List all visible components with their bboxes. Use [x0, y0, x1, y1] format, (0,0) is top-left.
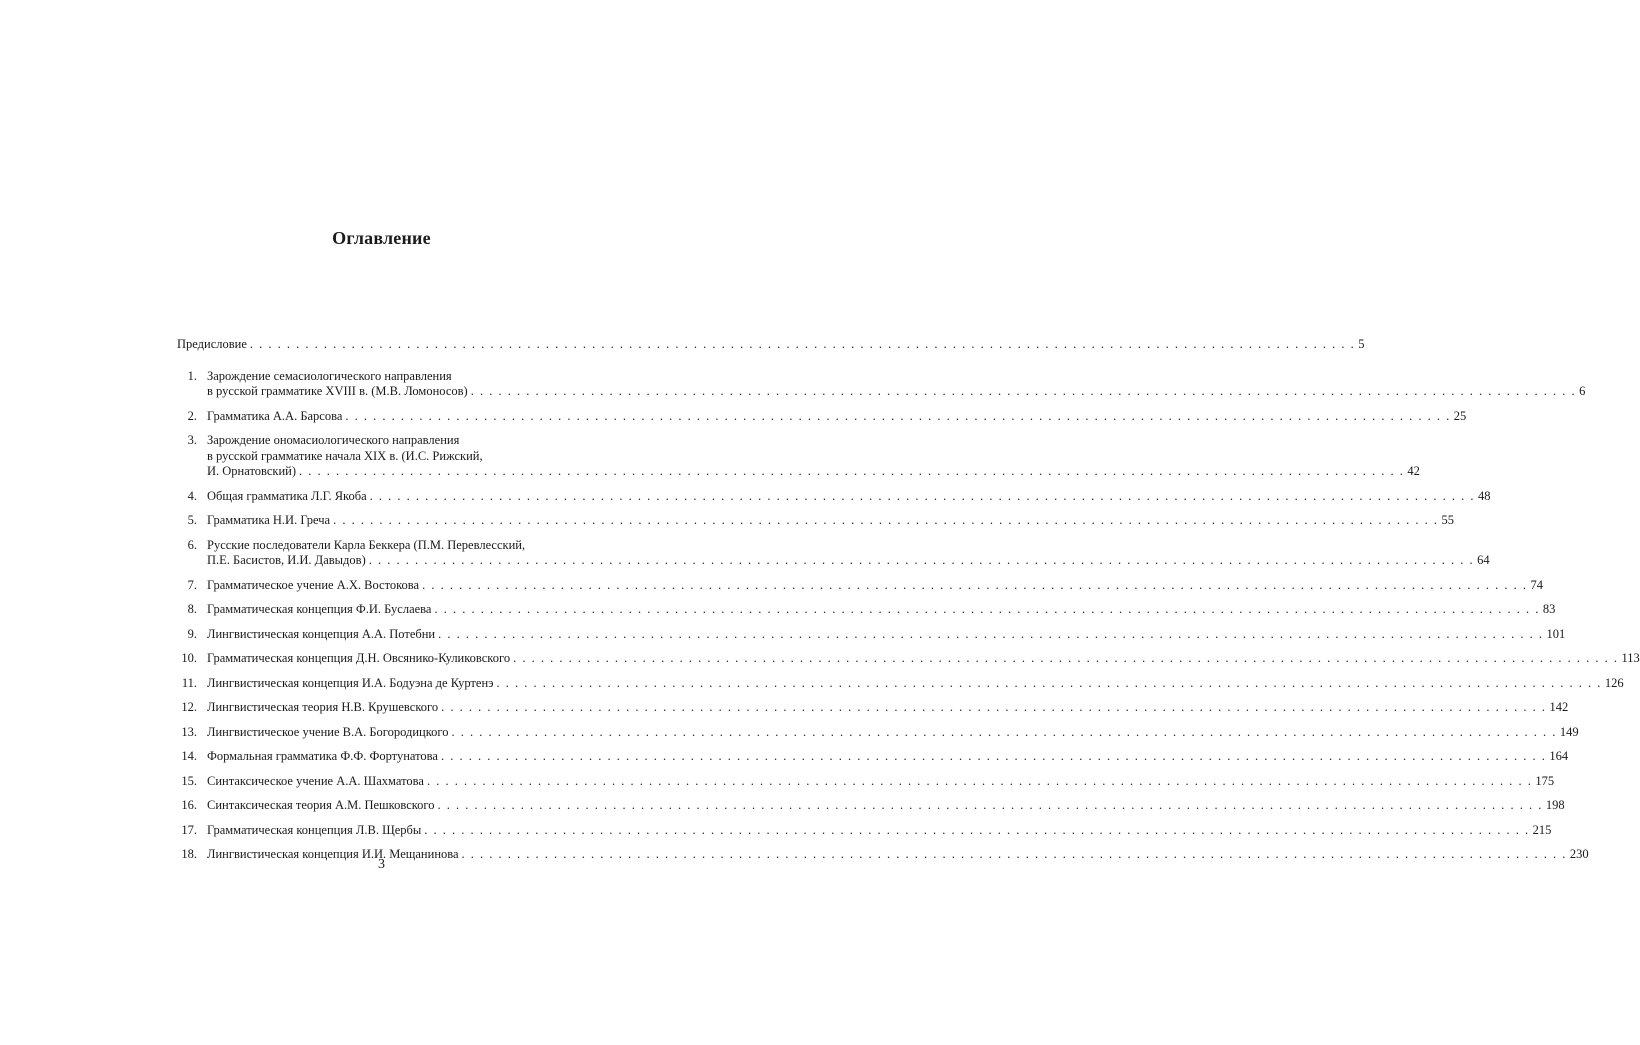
toc-entry-page: 74 — [1530, 577, 1543, 592]
dot-leader: . . . . . . . . . . . . . . . . . . . . . . . . . . . . . . . . . . . . . . . . . . . . . . . . . . . . . . . . . . . . . . . . . . . . . . . . . . . . . . . . . . . . . . . . . . . . . . . . . . . . . . . . . . . . . . . . . . . . . . . . — [249, 337, 1356, 351]
dot-leader: . . . . . . . . . . . . . . . . . . . . . . . . . . . . . . . . . . . . . . . . . . . . . . . . . . . . . . . . . . . . . . . . . . . . . . . . . . . . . . . . . . . . . . . . . . . . . . . . . . . . . . . . . . . . . . . . . . . . . . . . — [369, 488, 1476, 503]
toc-entry-number: 14. — [181, 749, 197, 763]
page-title: Оглавление — [332, 228, 431, 248]
dot-leader: . . . . . . . . . . . . . . . . . . . . . . . . . . . . . . . . . . . . . . . . . . . . . . . . . . . . . . . . . . . . . . . . . . . . . . . . . . . . . . . . . . . . . . . . . . . . . . . . . . . . . . . . . . . . . . . . . . . . . . . . — [333, 513, 1439, 527]
toc-entry-number: 13. — [181, 724, 197, 739]
toc-entry — [177, 433, 1420, 480]
dot-leader: . . . . . . . . . . . . . . . . . . . . . . . . . . . . . . . . . . . . . . . . . . . . . . . . . . . . . . . . . . . . . . . . . . . . . . . . . . . . . . . . . . . . . . . . . . . . . . . . . . . . . . . . . . . . . . . . . . . . . . . . — [461, 847, 1567, 861]
toc-entry-title-line: Зарождение семасиологического направления — [207, 368, 452, 383]
toc-entry-title-line: Грамматическая концепция Л.В. Щербы — [207, 822, 422, 837]
toc-entry-number: 1. — [187, 368, 197, 383]
toc-entry — [177, 651, 1640, 667]
toc-entry-body — [207, 408, 1467, 425]
toc-entry-title-line: в русской грамматике XVIII в. (М.В. Ломоносов) — [207, 384, 468, 398]
toc-entry — [177, 488, 1491, 505]
toc-entry-page: 48 — [1478, 488, 1491, 503]
dot-leader: . . . . . . . . . . . . . . . . . . . . . . . . . . . . . . . . . . . . . . . . . . . . . . . . . . . . . . . . . . . . . . . . . . . . . . . . . . . . . . . . . . . . . . . . . . . . . . . . . . . . . . . . . . . . . . . . . . . . . . . . — [424, 822, 1530, 837]
toc-entry — [177, 798, 1565, 814]
toc-entry-number: 11. — [181, 675, 197, 690]
toc-entry-title-line: Лингвистическая концепция И.И. Мещанинова — [207, 847, 459, 861]
toc-entry-page: 164 — [1549, 749, 1569, 763]
toc-entry-number: 3. — [187, 433, 197, 447]
toc-entry-leader-row — [207, 553, 1490, 569]
toc-entry-number: 17. — [181, 822, 197, 837]
toc-entry-page: 126 — [1604, 675, 1624, 690]
toc-entry-page: 42 — [1407, 464, 1420, 478]
toc-entry-number: 15. — [181, 773, 197, 788]
dot-leader: . . . . . . . . . . . . . . . . . . . . . . . . . . . . . . . . . . . . . . . . . . . . . . . . . . . . . . . . . . . . . . . . . . . . . . . . . . . . . . . . . . . . . . . . . . . . . . . . . . . . . . . . . . . . . . . . . . . . . . . . — [441, 700, 1547, 714]
toc-entry-page: 175 — [1535, 773, 1555, 788]
toc-entry — [177, 513, 1454, 529]
toc-entry-leader-row — [207, 822, 1552, 839]
toc-entry — [177, 773, 1555, 790]
dot-leader: . . . . . . . . . . . . . . . . . . . . . . . . . . . . . . . . . . . . . . . . . . . . . . . . . . . . . . . . . . . . . . . . . . . . . . . . . . . . . . . . . . . . . . . . . . . . . . . . . . . . . . . . . . . . . . . . . . . . . . . . — [513, 651, 1619, 665]
toc-entry-number: 16. — [181, 798, 197, 812]
toc-entry-body — [207, 773, 1555, 790]
toc-entry — [177, 724, 1579, 741]
toc-entry-body — [207, 675, 1624, 692]
toc-entry-title-line: Предисловие — [177, 337, 247, 351]
toc-entry-title-line: И. Орнатовский) — [207, 464, 297, 478]
toc-entry-page: 230 — [1569, 847, 1589, 861]
toc-entry-number: 5. — [187, 513, 197, 527]
toc-entry-page: 25 — [1453, 408, 1467, 423]
toc-entry — [177, 822, 1552, 839]
toc-entry-number: 12. — [181, 700, 197, 714]
toc-entry-page: 198 — [1545, 798, 1565, 812]
toc-entry-page: 113 — [1621, 651, 1640, 665]
toc-entry-title-line: Синтаксическое учение А.А. Шахматова — [207, 773, 424, 788]
toc-entry-leader-row — [207, 408, 1467, 425]
toc-entry-title-line: Лингвистическое учение В.А. Богородицкого — [207, 724, 449, 739]
toc-entry-title-line: Лингвистическая теория Н.В. Крушевского — [207, 700, 439, 714]
toc-entry-page: 5 — [1358, 337, 1365, 351]
toc-entry — [177, 749, 1569, 765]
toc-entry — [177, 408, 1467, 425]
toc-entry-title-line: Грамматика Н.И. Греча — [207, 513, 331, 527]
toc-entry-leader-row — [207, 773, 1555, 790]
toc-entry-leader-row — [177, 337, 1365, 353]
toc-entry-number: 6. — [187, 537, 197, 552]
toc-entry-body — [207, 822, 1552, 839]
dot-leader: . . . . . . . . . . . . . . . . . . . . . . . . . . . . . . . . . . . . . . . . . . . . . . . . . . . . . . . . . . . . . . . . . . . . . . . . . . . . . . . . . . . . . . . . . . . . . . . . . . . . . . . . . . . . . . . . . . . . . . . . — [470, 384, 1577, 398]
dot-leader: . . . . . . . . . . . . . . . . . . . . . . . . . . . . . . . . . . . . . . . . . . . . . . . . . . . . . . . . . . . . . . . . . . . . . . . . . . . . . . . . . . . . . . . . . . . . . . . . . . . . . . . . . . . . . . . . . . . . . . . . — [437, 798, 1543, 812]
toc-entry-number: 9. — [187, 626, 197, 641]
toc-entry-leader-row — [207, 724, 1579, 741]
toc-entry-body — [207, 700, 1569, 716]
toc-entry-title-line: Грамматическое учение А.Х. Востокова — [207, 577, 420, 592]
toc-entry-page: 6 — [1579, 384, 1586, 398]
toc-entry-body — [207, 724, 1579, 741]
page-number: 3 — [378, 857, 385, 872]
toc-entry-title-line: Зарождение ономасиологического направления — [207, 433, 460, 447]
toc-entry-page: 101 — [1546, 626, 1566, 641]
toc-entry-leader-row — [207, 464, 1420, 480]
toc-entry-leader-row — [207, 513, 1454, 529]
toc-entry-title-line: Лингвистическая концепция И.А. Бодуэна де Куртенэ — [207, 675, 494, 690]
toc-entry-leader-row — [207, 749, 1569, 765]
toc-entry-page: 142 — [1549, 700, 1569, 714]
toc-entry-body — [207, 602, 1556, 618]
dot-leader: . . . . . . . . . . . . . . . . . . . . . . . . . . . . . . . . . . . . . . . . . . . . . . . . . . . . . . . . . . . . . . . . . . . . . . . . . . . . . . . . . . . . . . . . . . . . . . . . . . . . . . . . . . . . . . . . . . . . . . . . — [345, 408, 1451, 423]
toc-entry-leader-row — [207, 626, 1566, 643]
toc-entry-page: 149 — [1559, 724, 1579, 739]
toc-entry-preface — [177, 337, 1365, 353]
toc-entry-title-line: Грамматическая концепция Ф.И. Буслаева — [207, 602, 432, 616]
toc-entry — [177, 626, 1566, 643]
toc-entry-title-line: П.Е. Басистов, И.И. Давыдов) — [207, 553, 366, 567]
toc-entry — [177, 675, 1624, 692]
dot-leader: . . . . . . . . . . . . . . . . . . . . . . . . . . . . . . . . . . . . . . . . . . . . . . . . . . . . . . . . . . . . . . . . . . . . . . . . . . . . . . . . . . . . . . . . . . . . . . . . . . . . . . . . . . . . . . . . . . . . . . . . — [434, 602, 1540, 616]
table-of-contents — [177, 337, 1640, 863]
toc-entry-number: 8. — [187, 602, 197, 616]
toc-entry-body — [207, 626, 1566, 643]
toc-entry-leader-row — [207, 651, 1640, 667]
toc-entry-page: 215 — [1532, 822, 1552, 837]
toc-entry — [177, 602, 1556, 618]
toc-entry — [177, 577, 1543, 594]
toc-entry-leader-row — [207, 577, 1543, 594]
toc-entry-title-line: Грамматическая концепция Д.Н. Овсянико-Куликовского — [207, 651, 511, 665]
toc-entry-title-line: Общая грамматика Л.Г. Якоба — [207, 488, 367, 503]
toc-entry — [177, 537, 1490, 569]
dot-leader: . . . . . . . . . . . . . . . . . . . . . . . . . . . . . . . . . . . . . . . . . . . . . . . . . . . . . . . . . . . . . . . . . . . . . . . . . . . . . . . . . . . . . . . . . . . . . . . . . . . . . . . . . . . . . . . . . . . . . . . . — [438, 626, 1544, 641]
toc-entry-body — [207, 368, 1586, 400]
toc-entry-title-line: Формальная грамматика Ф.Ф. Фортунатова — [207, 749, 438, 763]
toc-entry-leader-row — [207, 798, 1565, 814]
toc-entry-body — [207, 537, 1490, 569]
toc-entry-body — [207, 798, 1565, 814]
toc-entry-page: 83 — [1542, 602, 1556, 616]
dot-leader: . . . . . . . . . . . . . . . . . . . . . . . . . . . . . . . . . . . . . . . . . . . . . . . . . . . . . . . . . . . . . . . . . . . . . . . . . . . . . . . . . . . . . . . . . . . . . . . . . . . . . . . . . . . . . . . . . . . . . . . . — [422, 577, 1528, 592]
dot-leader: . . . . . . . . . . . . . . . . . . . . . . . . . . . . . . . . . . . . . . . . . . . . . . . . . . . . . . . . . . . . . . . . . . . . . . . . . . . . . . . . . . . . . . . . . . . . . . . . . . . . . . . . . . . . . . . . . . . . . . . . — [426, 773, 1533, 788]
dot-leader: . . . . . . . . . . . . . . . . . . . . . . . . . . . . . . . . . . . . . . . . . . . . . . . . . . . . . . . . . . . . . . . . . . . . . . . . . . . . . . . . . . . . . . . . . . . . . . . . . . . . . . . . . . . . . . . . . . . . . . . . — [368, 553, 1475, 567]
toc-entry-body — [207, 488, 1491, 505]
dot-leader: . . . . . . . . . . . . . . . . . . . . . . . . . . . . . . . . . . . . . . . . . . . . . . . . . . . . . . . . . . . . . . . . . . . . . . . . . . . . . . . . . . . . . . . . . . . . . . . . . . . . . . . . . . . . . . . . . . . . . . . . — [440, 749, 1547, 763]
toc-entry-body — [207, 513, 1454, 529]
toc-entry-body — [207, 749, 1569, 765]
toc-entry-leader-row — [207, 384, 1586, 400]
toc-entry-leader-row — [207, 700, 1569, 716]
toc-entry-body — [207, 651, 1640, 667]
toc-entry-number: 18. — [181, 847, 197, 861]
toc-entry-page: 64 — [1477, 553, 1490, 567]
toc-entry — [177, 700, 1569, 716]
toc-entry-leader-row — [207, 675, 1624, 692]
toc-entry-title-line: Лингвистическая концепция А.А. Потебни — [207, 626, 436, 641]
toc-entry-title-line: в русской грамматике начала XIX в. (И.С. Рижский, — [207, 448, 483, 463]
toc-entry-body — [207, 433, 1420, 480]
dot-leader: . . . . . . . . . . . . . . . . . . . . . . . . . . . . . . . . . . . . . . . . . . . . . . . . . . . . . . . . . . . . . . . . . . . . . . . . . . . . . . . . . . . . . . . . . . . . . . . . . . . . . . . . . . . . . . . . . . . . . . . . — [496, 675, 1602, 690]
toc-entry-body — [207, 577, 1543, 594]
dot-leader: . . . . . . . . . . . . . . . . . . . . . . . . . . . . . . . . . . . . . . . . . . . . . . . . . . . . . . . . . . . . . . . . . . . . . . . . . . . . . . . . . . . . . . . . . . . . . . . . . . . . . . . . . . . . . . . . . . . . . . . . — [299, 464, 1405, 478]
toc-entry-number: 7. — [187, 577, 197, 592]
toc-entry-leader-row — [207, 602, 1556, 618]
toc-entry — [177, 368, 1586, 400]
toc-entry-number: 2. — [187, 408, 197, 423]
toc-entry-title-line: Синтаксическая теория А.М. Пешковского — [207, 798, 435, 812]
toc-entry-body — [177, 337, 1365, 353]
dot-leader: . . . . . . . . . . . . . . . . . . . . . . . . . . . . . . . . . . . . . . . . . . . . . . . . . . . . . . . . . . . . . . . . . . . . . . . . . . . . . . . . . . . . . . . . . . . . . . . . . . . . . . . . . . . . . . . . . . . . . . . . — [451, 724, 1557, 739]
toc-entry-leader-row — [207, 488, 1491, 505]
toc-entry-title-line: Русские последователи Карла Беккера (П.М. Перевлесский, — [207, 537, 526, 552]
toc-entry-page: 55 — [1441, 513, 1454, 527]
toc-entry-number: 10. — [181, 651, 197, 665]
toc-entry-title-line: Грамматика А.А. Барсова — [207, 408, 343, 423]
toc-entry-number: 4. — [187, 488, 197, 503]
